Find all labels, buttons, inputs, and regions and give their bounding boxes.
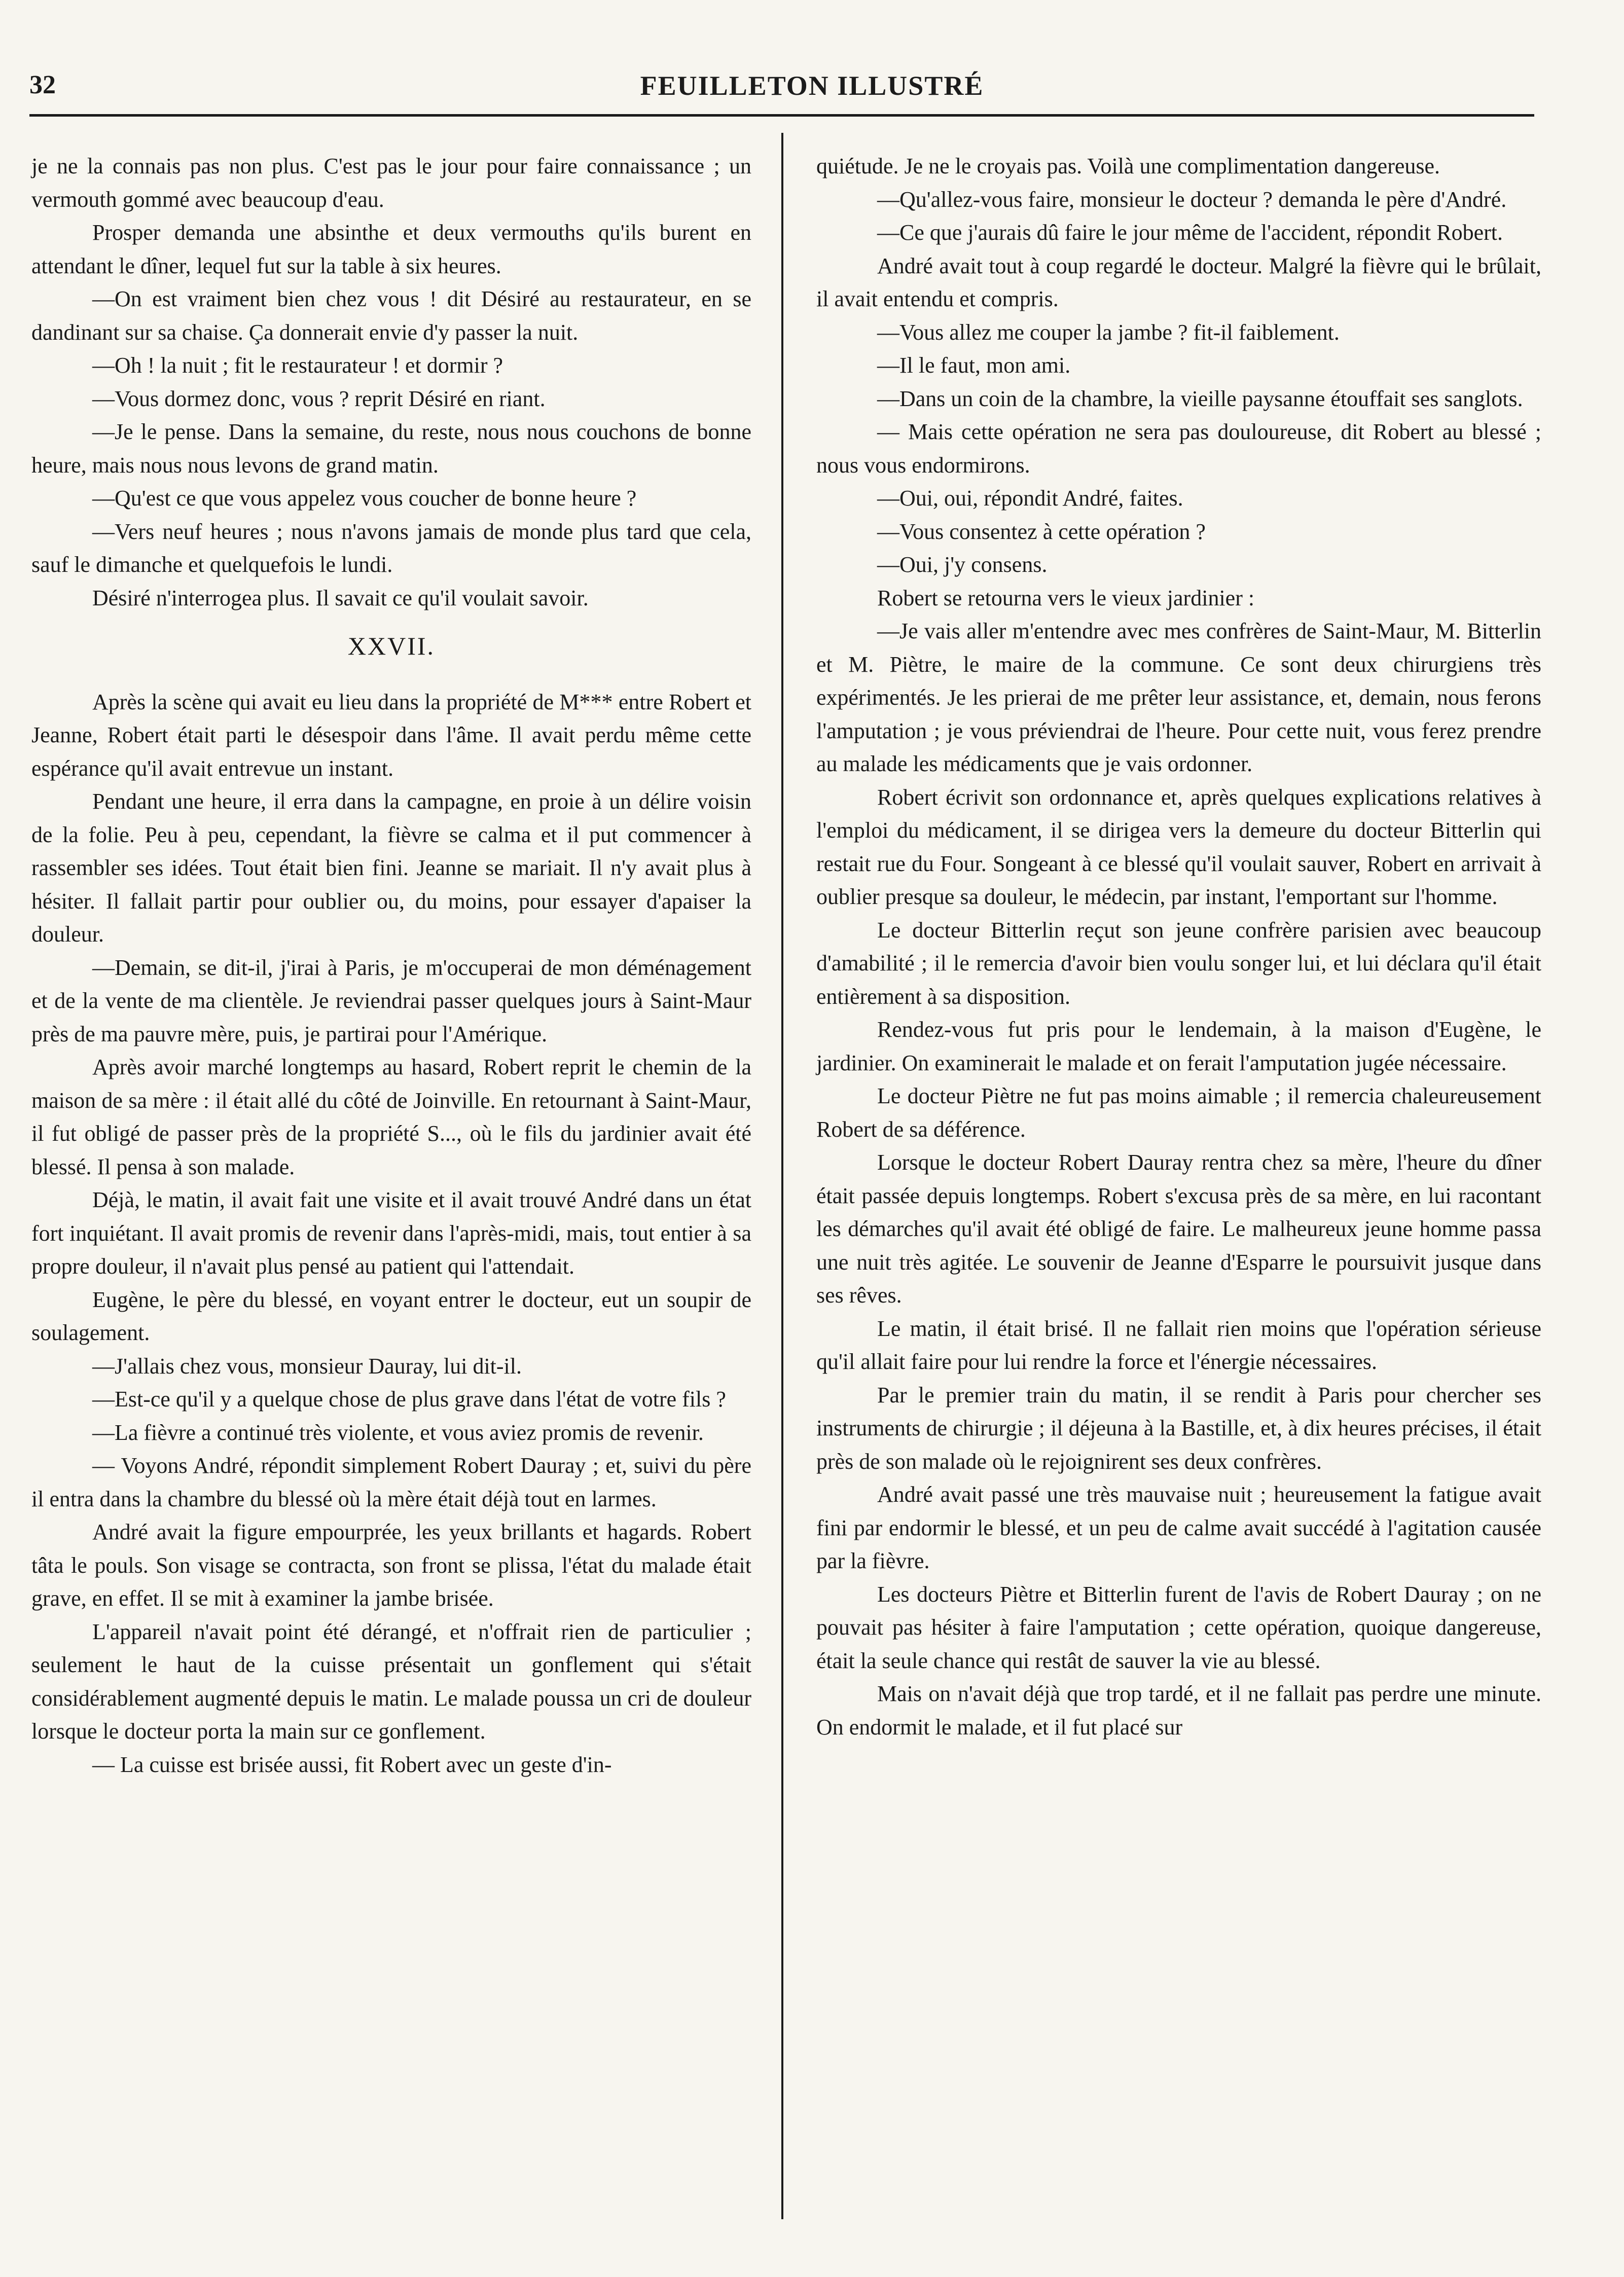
left-paragraphs-before <box>31 150 751 615</box>
paragraph: Par le premier train du matin, il se rendit à Paris pour chercher ses instruments de chirurgie ; il déjeuna à la Bastille, et, à dix heures précises, il était près de son malade où le rejoignirent ses deux confrères. <box>816 1382 1541 1474</box>
paragraph: je ne la connais pas non plus. C'est pas le jour pour faire connaissance ; un vermouth gommé avec beaucoup d'eau. <box>31 154 751 212</box>
paragraph: Les docteurs Piètre et Bitterlin furent de l'avis de Robert Dauray ; on ne pouvait pas hésiter à faire l'amputation ; cette opération, quoique dangereuse, était la seule chance qui restât de sauver la vie au blessé. <box>816 1581 1541 1673</box>
paragraph: André avait passé une très mauvaise nuit ; heureusement la fatigue avait fini par endormir le blessé, et un peu de calme avait succédé à l'agitation causée par la fièvre. <box>816 1482 1541 1573</box>
paragraph: —Oui, j'y consens. <box>877 552 1048 577</box>
paragraph: Robert se retourna vers le vieux jardinier : <box>877 585 1255 610</box>
left-column <box>31 150 751 1781</box>
paragraph: —Ce que j'aurais dû faire le jour même de l'accident, répondit Robert. <box>877 220 1503 245</box>
paragraph: L'appareil n'avait point été dérangé, et n'offrait rien de particulier ; seulement le haut de la cuisse présentait un gonflement qui s'était considérablement augmenté depuis le matin. Le malade poussa un cri de douleur lorsque le docteur porta la main sur ce gonflement. <box>31 1619 751 1744</box>
paragraph: Le docteur Piètre ne fut pas moins aimable ; il remercia chaleureusement Robert de sa déférence. <box>816 1083 1541 1142</box>
right-column <box>816 150 1541 1744</box>
paragraph: —Oh ! la nuit ; fit le restaurateur ! et dormir ? <box>92 353 503 378</box>
paragraph: Pendant une heure, il erra dans la campagne, en proie à un délire voisin de la folie. Peu à peu, cependant, la fièvre se calma et il put commencer à rassembler ses idées. Tout était bien fini. Jeanne se mariait. Il n'y avait plus à hésiter. Il fallait partir pour oublier ou, du moins, pour essayer d'apaiser la douleur. <box>31 789 751 947</box>
paragraph: —Est-ce qu'il y a quelque chose de plus grave dans l'état de votre fils ? <box>92 1387 726 1412</box>
chapter-heading: XXVII. <box>347 632 436 660</box>
paragraph: André avait tout à coup regardé le docteur. Malgré la fièvre qui le brûlait, il avait entendu et compris. <box>816 253 1541 311</box>
column-divider <box>781 133 783 2219</box>
paragraph: —Vous consentez à cette opération ? <box>877 519 1206 544</box>
paragraph: Déjà, le matin, il avait fait une visite et il avait trouvé André dans un état fort inquiétant. Il avait promis de revenir dans l'après-midi, mais, tout entier à sa propre douleur, il n'avait plus pensé au patient qui l'attendait. <box>31 1187 751 1279</box>
paragraph: Rendez-vous fut pris pour le lendemain, à la maison d'Eugène, le jardinier. On examinerait le malade et on ferait l'amputation jugée nécessaire. <box>816 1017 1541 1075</box>
paragraph: — Mais cette opération ne sera pas douloureuse, dit Robert au blessé ; nous vous endormirons. <box>816 419 1541 478</box>
paragraph: —La fièvre a continué très violente, et vous aviez promis de revenir. <box>92 1420 704 1445</box>
paragraph: Robert écrivit son ordonnance et, après quelques explications relatives à l'emploi du médicament, il se dirigea vers la demeure du docteur Bitterlin qui restait rue du Four. Songeant à ce blessé qu'il voulait sauver, Robert en arrivait à oublier presque sa douleur, le médecin, par instant, l'emportant sur l'homme. <box>816 784 1541 909</box>
paragraph: —Vous dormez donc, vous ? reprit Désiré en riant. <box>92 386 546 411</box>
paragraph: —Vous allez me couper la jambe ? fit-il faiblement. <box>877 319 1340 345</box>
paragraph: —Qu'est ce que vous appelez vous coucher de bonne heure ? <box>92 486 637 511</box>
paragraph: Eugène, le père du blessé, en voyant entrer le docteur, eut un soupir de soulagement. <box>31 1287 751 1345</box>
paragraph: — Voyons André, répondit simplement Robert Dauray ; et, suivi du père il entra dans la chambre du blessé où la mère était déjà tout en larmes. <box>31 1453 751 1511</box>
paragraph: quiétude. Je ne le croyais pas. Voilà une complimentation dangereuse. <box>816 154 1440 178</box>
paragraph: Désiré n'interrogea plus. Il savait ce qu'il voulait savoir. <box>92 585 589 610</box>
paragraph: — La cuisse est brisée aussi, fit Robert avec un geste d'in- <box>92 1752 612 1777</box>
paragraph: —Vers neuf heures ; nous n'avons jamais de monde plus tard que cela, sauf le dimanche et quelquefois le lundi. <box>31 519 751 577</box>
paragraph: —On est vraiment bien chez vous ! dit Désiré au restaurateur, en se dandinant sur sa chaise. Ça donnerait envie d'y passer la nuit. <box>31 286 751 345</box>
paragraph: —Demain, se dit-il, j'irai à Paris, je m'occuperai de mon déménagement et de la vente de ma clientèle. Je reviendrai passer quelques jours à Saint-Maur près de ma pauvre mère, puis, je partirai pour l'Amérique. <box>31 955 751 1046</box>
paragraph: —Je vais aller m'entendre avec mes confrères de Saint-Maur, M. Bitterlin et M. Piètre, le maire de la commune. Ce sont deux chirurgiens très expérimentés. Je les prierai de me prêter leur assistance, et, demain, nous ferons l'amputation ; je vous préviendrai de l'heure. Pour cette nuit, vous ferez prendre au malade les médicaments que je vais ordonner. <box>816 619 1541 776</box>
paragraph: —Qu'allez-vous faire, monsieur le docteur ? demanda le père d'André. <box>877 187 1507 212</box>
page-number: 32 <box>29 70 56 99</box>
paragraph: Le matin, il était brisé. Il ne fallait rien moins que l'opération sérieuse qu'il allait faire pour lui rendre la force et l'énergie nécessaires. <box>816 1316 1541 1374</box>
paragraph: —Il le faut, mon ami. <box>877 353 1071 378</box>
paragraph: Après avoir marché longtemps au hasard, Robert reprit le chemin de la maison de sa mère : il était allé du côté de Joinville. En retournant à Saint-Maur, il fut obligé de passer près de la propriété S..., où le fils du jardinier avait été blessé. Il pensa à son malade. <box>31 1055 751 1179</box>
paragraph: Après la scène qui avait eu lieu dans la propriété de M*** entre Robert et Jeanne, Robert était parti le désespoir dans l'âme. Il avait perdu même cette espérance qu'il avait entrevue un instant. <box>31 689 751 781</box>
paragraph: —Dans un coin de la chambre, la vieille paysanne étouffait ses sanglots. <box>877 386 1523 411</box>
paragraph: Le docteur Bitterlin reçut son jeune confrère parisien avec beaucoup d'amabilité ; il le remercia d'avoir bien voulu songer lui, et lui déclara qu'il était entièrement à sa disposition. <box>816 917 1541 1009</box>
paragraph: —Oui, oui, répondit André, faites. <box>877 486 1183 511</box>
paragraph: —J'allais chez vous, monsieur Dauray, lui dit-il. <box>92 1353 522 1379</box>
paragraph: Mais on n'avait déjà que trop tardé, et il ne fallait pas perdre une minute. On endormit le malade, et il fut placé sur <box>816 1681 1541 1740</box>
left-paragraphs-after <box>31 685 751 1782</box>
paragraph: —Je le pense. Dans la semaine, du reste, nous nous couchons de bonne heure, mais nous nous levons de grand matin. <box>31 419 751 478</box>
running-title: FEUILLETON ILLUSTRÉ <box>640 70 984 101</box>
paragraph: Lorsque le docteur Robert Dauray rentra chez sa mère, l'heure du dîner était passée depuis longtemps. Robert s'excusa près de sa mère, en lui racontant les démarches qu'il avait été obligé de faire. Le malheureux jeune homme passa une nuit très agitée. Le souvenir de Jeanne d'Esparre le poursuivit jusque dans ses rêves. <box>816 1150 1541 1308</box>
paragraph: André avait la figure empourprée, les yeux brillants et hagards. Robert tâta le pouls. Son visage se contracta, son front se plissa, l'état du malade était grave, en effet. Il se mit à examiner la jambe brisée. <box>31 1520 751 1611</box>
paragraph: Prosper demanda une absinthe et deux vermouths qu'ils burent en attendant le dîner, lequel fut sur la table à six heures. <box>31 220 751 278</box>
header-rule <box>29 114 1534 117</box>
